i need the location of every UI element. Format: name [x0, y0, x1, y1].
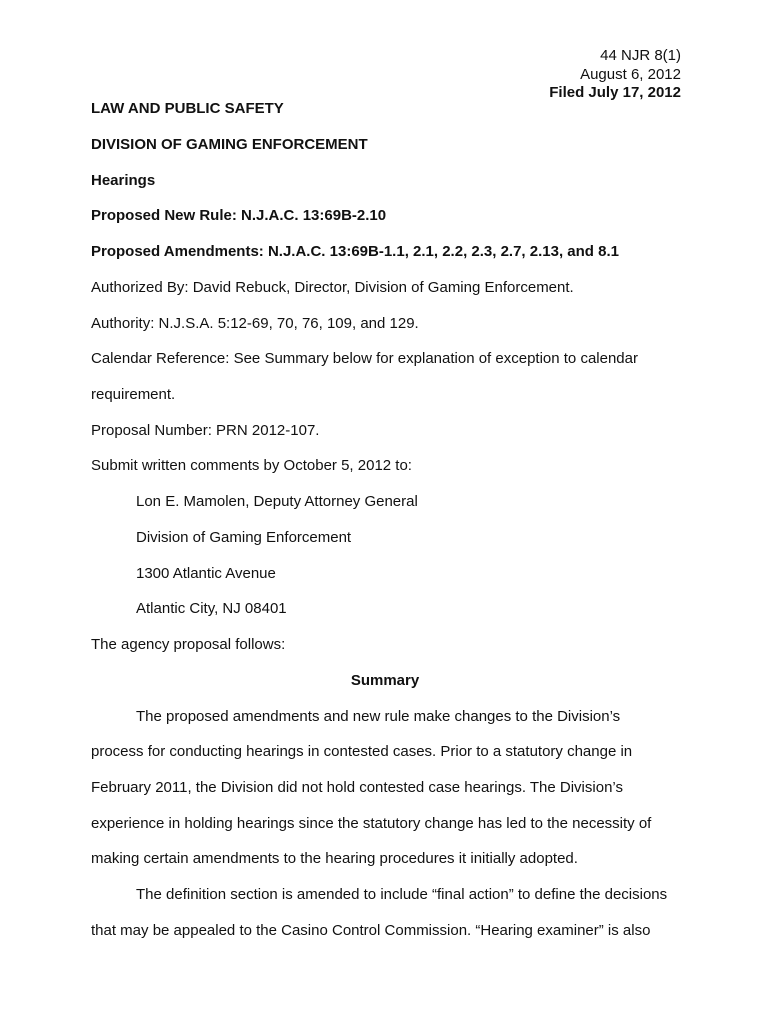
summary-line: making certain amendments to the hearing procedures it initially adopted.	[91, 850, 578, 867]
summary-line: process for conducting hearings in contested cases. Prior to a statutory change in	[91, 743, 633, 760]
summary-line: that may be appealed to the Casino Control Commission. “Hearing examiner” is also	[91, 922, 651, 939]
filed-date: Filed July 17, 2012	[549, 84, 681, 101]
address-street: 1300 Atlantic Avenue	[136, 565, 276, 582]
citation: 44 NJR 8(1)	[600, 47, 681, 64]
division-heading: DIVISION OF GAMING ENFORCEMENT	[91, 136, 368, 153]
summary-line: experience in holding hearings since the statutory change has led to the necessity of	[91, 815, 652, 832]
proposal-number: Proposal Number: PRN 2012-107.	[91, 422, 320, 439]
topic-heading: Hearings	[91, 172, 156, 189]
department-heading: LAW AND PUBLIC SAFETY	[91, 100, 284, 117]
address-city: Atlantic City, NJ 08401	[136, 600, 287, 617]
calendar-reference-cont: requirement.	[91, 386, 176, 403]
summary-line: The proposed amendments and new rule make changes to the Division’s	[136, 708, 621, 725]
address-name: Lon E. Mamolen, Deputy Attorney General	[136, 493, 418, 510]
summary-line: The definition section is amended to include “final action” to define the decisions	[136, 886, 668, 903]
address-division: Division of Gaming Enforcement	[136, 529, 352, 546]
intro-line: The agency proposal follows:	[91, 636, 286, 653]
new-rule-heading: Proposed New Rule: N.J.A.C. 13:69B-2.10	[91, 207, 387, 224]
authorized-by: Authorized By: David Rebuck, Director, Division of Gaming Enforcement.	[91, 279, 574, 296]
calendar-reference: Calendar Reference: See Summary below for explanation of exception to calendar	[91, 350, 638, 367]
summary-line: February 2011, the Division did not hold contested case hearings. The Division’s	[91, 779, 623, 796]
summary-heading: Summary	[350, 672, 420, 689]
publication-date: August 6, 2012	[580, 66, 681, 83]
authority: Authority: N.J.S.A. 5:12-69, 70, 76, 109, and 129.	[91, 315, 419, 332]
submit-comments: Submit written comments by October 5, 2012 to:	[91, 457, 412, 474]
amendments-heading: Proposed Amendments: N.J.A.C. 13:69B-1.1, 2.1, 2.2, 2.3, 2.7, 2.13, and 8.1	[91, 243, 619, 260]
